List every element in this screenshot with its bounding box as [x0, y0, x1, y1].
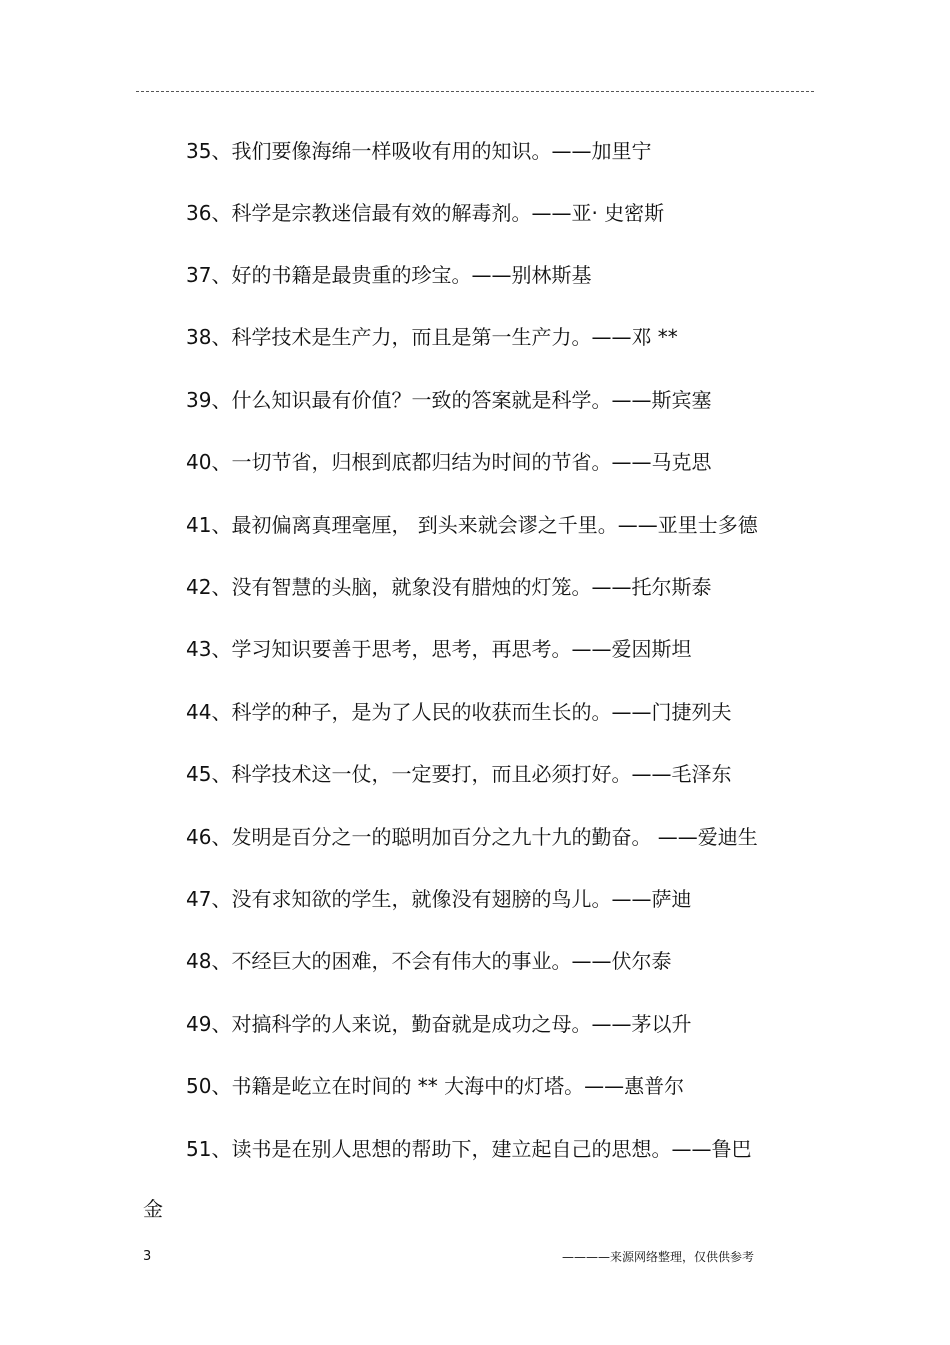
- page-number: 3: [143, 1249, 152, 1264]
- quote-line: 36、科学是宗教迷信最有效的解毒剂。——亚· 史密斯: [186, 201, 665, 225]
- quote-line: 47、没有求知欲的学生，就像没有翅膀的鸟儿。——萨迪: [186, 887, 692, 911]
- quote-continuation: 金: [143, 1197, 163, 1221]
- quote-line: 48、不经巨大的困难，不会有伟大的事业。——伏尔泰: [186, 949, 672, 973]
- quote-line: 46、发明是百分之一的聪明加百分之九十九的勤奋。 ——爱迪生: [186, 825, 758, 849]
- header-divider: [136, 91, 814, 92]
- quote-line: 51、读书是在别人思想的帮助下，建立起自己的思想。——鲁巴: [186, 1137, 752, 1161]
- quote-line: 43、学习知识要善于思考，思考，再思考。——爱因斯坦: [186, 637, 692, 661]
- quote-line: 41、最初偏离真理毫厘， 到头来就会谬之千里。——亚里士多德: [186, 513, 758, 537]
- quote-line: 35、我们要像海绵一样吸收有用的知识。——加里宁: [186, 139, 652, 163]
- quote-line: 39、什么知识最有价值？一致的答案就是科学。——斯宾塞: [186, 388, 712, 412]
- footer-source-note: ————来源网络整理，仅供供参考: [561, 1250, 754, 1264]
- quote-line: 37、好的书籍是最贵重的珍宝。——别林斯基: [186, 263, 592, 287]
- quote-line: 50、书籍是屹立在时间的 ** 大海中的灯塔。——惠普尔: [186, 1074, 685, 1098]
- quote-line: 49、对搞科学的人来说，勤奋就是成功之母。——茅以升: [186, 1012, 692, 1036]
- quote-line: 44、科学的种子，是为了人民的收获而生长的。——门捷列夫: [186, 700, 732, 724]
- quote-line: 38、科学技术是生产力，而且是第一生产力。——邓 **: [186, 325, 678, 349]
- quote-line: 40、一切节省，归根到底都归结为时间的节省。——马克思: [186, 450, 712, 474]
- quote-line: 45、科学技术这一仗，一定要打，而且必须打好。——毛泽东: [186, 762, 732, 786]
- quote-line: 42、没有智慧的头脑，就象没有腊烛的灯笼。——托尔斯泰: [186, 575, 712, 599]
